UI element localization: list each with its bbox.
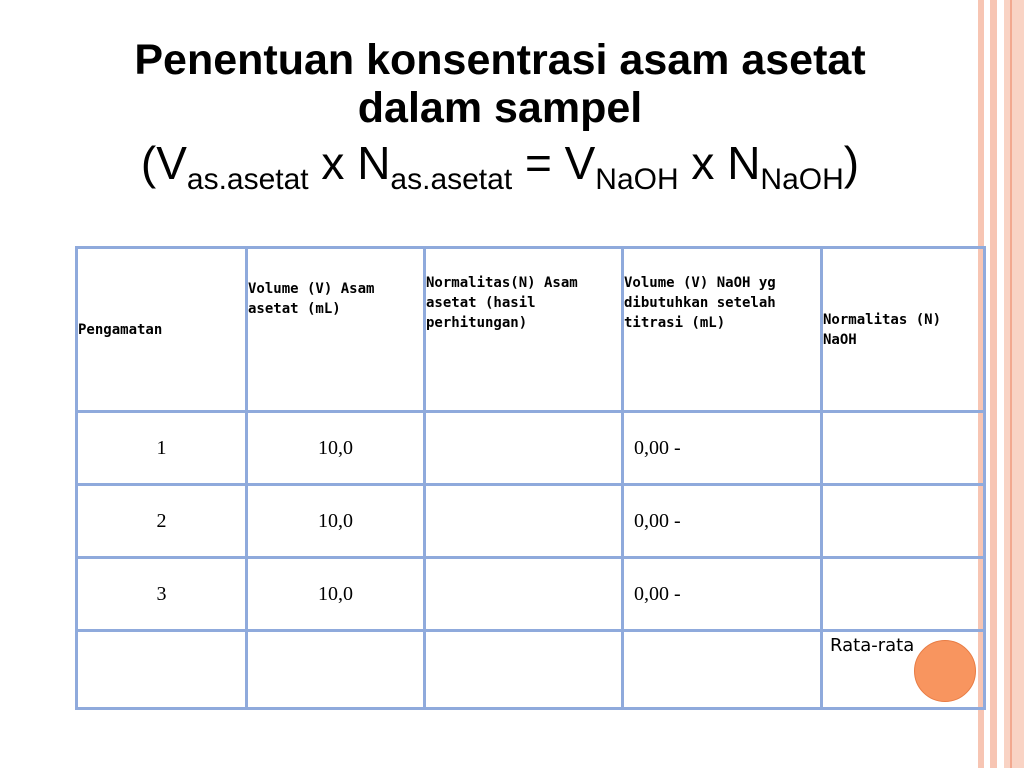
table-cell bbox=[822, 485, 985, 558]
average-label: Rata-rata bbox=[830, 635, 915, 656]
table-cell bbox=[425, 412, 623, 485]
header-cell: Pengamatan bbox=[77, 248, 247, 412]
table-header-row bbox=[77, 248, 985, 412]
table-cell bbox=[822, 558, 985, 631]
table-row bbox=[77, 412, 985, 485]
formula-part: = V bbox=[512, 137, 596, 189]
header-cell: Normalitas (N) NaOH bbox=[822, 248, 985, 412]
formula-part: (V bbox=[140, 137, 187, 189]
formula-subscript: NaOH bbox=[760, 163, 844, 196]
decor-stripe bbox=[990, 0, 997, 768]
table-cell: 10,0 bbox=[247, 412, 425, 485]
header-cell: Volume (V) Asam asetat (mL) bbox=[247, 248, 425, 412]
table-cell bbox=[247, 631, 425, 709]
table-row bbox=[77, 485, 985, 558]
formula-subscript: as.asetat bbox=[186, 163, 309, 196]
table-cell: 10,0 bbox=[247, 485, 425, 558]
formula-subscript: NaOH bbox=[595, 163, 679, 196]
table-cell: 0,00 - bbox=[623, 412, 822, 485]
formula-part: x N bbox=[308, 137, 391, 189]
table-cell: 0,00 - bbox=[623, 485, 822, 558]
slide-title bbox=[60, 36, 940, 196]
formula-part: x N bbox=[678, 137, 761, 189]
formula-subscript: as.asetat bbox=[390, 163, 513, 196]
table-cell: 3 bbox=[77, 558, 247, 631]
table-cell bbox=[77, 631, 247, 709]
header-cell: Volume (V) NaOH yg dibutuhkan setelah titrasi (mL) bbox=[623, 248, 822, 412]
table-cell bbox=[822, 412, 985, 485]
table-cell bbox=[425, 631, 623, 709]
table-row bbox=[77, 558, 985, 631]
title-line-1: Penentuan konsentrasi asam asetat bbox=[134, 36, 866, 84]
table-cell: 1 bbox=[77, 412, 247, 485]
formula bbox=[60, 134, 940, 196]
formula-part: ) bbox=[843, 137, 860, 189]
table-cell bbox=[623, 631, 822, 709]
table-cell: 2 bbox=[77, 485, 247, 558]
table-cell: 10,0 bbox=[247, 558, 425, 631]
decor-stripe bbox=[1010, 0, 1012, 768]
table-cell bbox=[425, 485, 623, 558]
table-cell: 0,00 - bbox=[623, 558, 822, 631]
decor-stripe bbox=[1004, 0, 1024, 768]
header-cell: Normalitas(N) Asam asetat (hasil perhitungan) bbox=[425, 248, 623, 412]
orange-circle-decoration bbox=[914, 640, 976, 702]
table-cell bbox=[425, 558, 623, 631]
title-line-2: dalam sampel bbox=[357, 84, 643, 132]
